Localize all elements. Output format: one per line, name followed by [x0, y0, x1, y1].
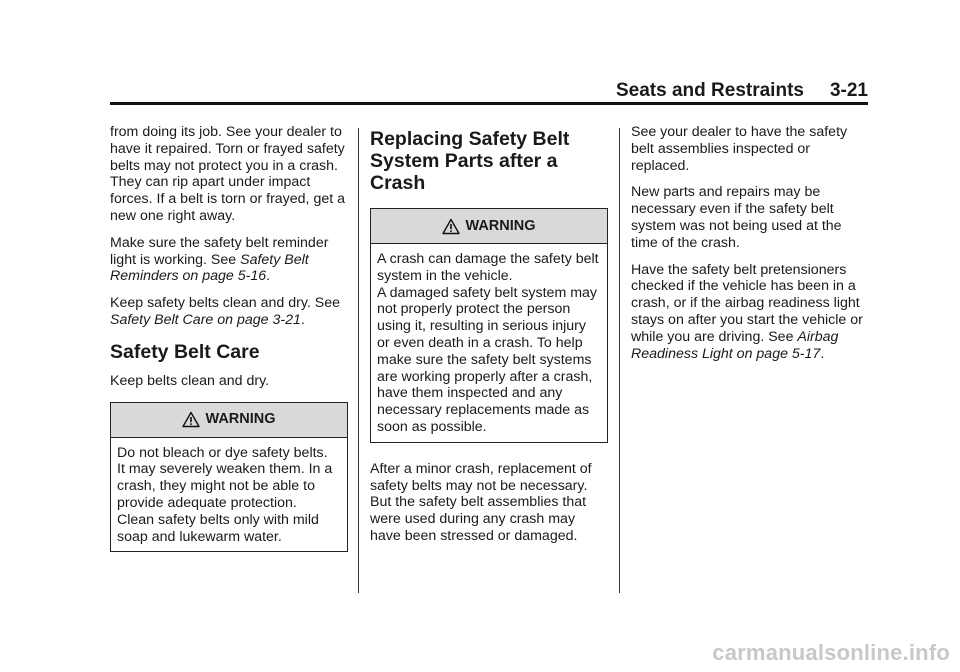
- warning-text: Clean safety belts only with mild soap and lukewarm water.: [117, 511, 319, 545]
- paragraph: See your dealer to have the safety belt assemblies inspected or replaced.: [631, 124, 848, 174]
- warning-box: [110, 402, 348, 553]
- cross-reference-link[interactable]: Safety Belt Reminders on page 5-16: [110, 251, 309, 285]
- warning-box: [370, 208, 608, 443]
- warning-body: [371, 244, 607, 442]
- paragraph: Keep belts clean and dry.: [110, 372, 270, 389]
- column-1: [110, 124, 348, 552]
- cross-reference-link[interactable]: Airbag Readiness Light on page 5-17: [631, 328, 839, 362]
- paragraph: Make sure the safety belt reminder light is working. See Safety Belt Reminders on page 5-16.: [110, 234, 329, 285]
- column-3: [631, 124, 869, 372]
- watermark: carmanualsonline.info: [712, 640, 950, 665]
- header-rule: [110, 102, 868, 105]
- warning-title: WARNING: [465, 217, 536, 234]
- warning-title: WARNING: [205, 411, 276, 428]
- warning-icon: [182, 411, 200, 428]
- page-header: [110, 80, 868, 102]
- warning-text: A crash can damage the safety belt system in the vehicle.: [377, 251, 599, 284]
- paragraph: from doing its job. See your dealer to have it repaired. Torn or frayed safety belts may not protect you in a crash. They can rip apart under impact forces. If a belt is torn or frayed, get a new one right away.: [110, 124, 345, 224]
- cross-reference-link[interactable]: Safety Belt Care on page 3-21: [110, 311, 301, 328]
- warning-header: [371, 209, 607, 244]
- warning-text: A damaged safety belt system may not properly protect the person using it, resulting in serious injury or even death in a crash. To help make sure the safety belt systems are working properly after a crash, have them inspected and any necessary replacements made as soon as possible.: [377, 284, 598, 435]
- warning-text: It may severely weaken them. In a crash, they might not be able to provide adequate protection.: [117, 461, 333, 511]
- paragraph: Keep safety belts clean and dry. See Safety Belt Care on page 3-21.: [110, 295, 341, 328]
- warning-body: [111, 438, 347, 552]
- warning-text: Do not bleach or dye safety belts.: [117, 444, 328, 461]
- section-heading: Replacing Safety Belt System Parts after a Crash: [370, 128, 570, 194]
- paragraph: Have the safety belt pretensioners checked if the vehicle has been in a crash, or if the airbag readiness light stays on after you start the vehicle or while you are driving. See Airbag Readiness Light on page 5-17.: [631, 261, 863, 362]
- warning-header: [111, 403, 347, 438]
- column-divider: [619, 128, 620, 593]
- column-2: [370, 124, 608, 555]
- section-heading: Safety Belt Care: [110, 340, 260, 363]
- section-title: Seats and Restraints: [616, 80, 804, 101]
- paragraph: New parts and repairs may be necessary even if the safety belt system was not being used at the time of the crash.: [631, 184, 842, 251]
- page-number: 3-21: [829, 80, 868, 101]
- warning-icon: [442, 218, 460, 235]
- paragraph: After a minor crash, replacement of safety belts may not be necessary. But the safety belt assemblies that were used during any crash may have been stressed or damaged.: [370, 460, 592, 544]
- column-divider: [358, 128, 359, 593]
